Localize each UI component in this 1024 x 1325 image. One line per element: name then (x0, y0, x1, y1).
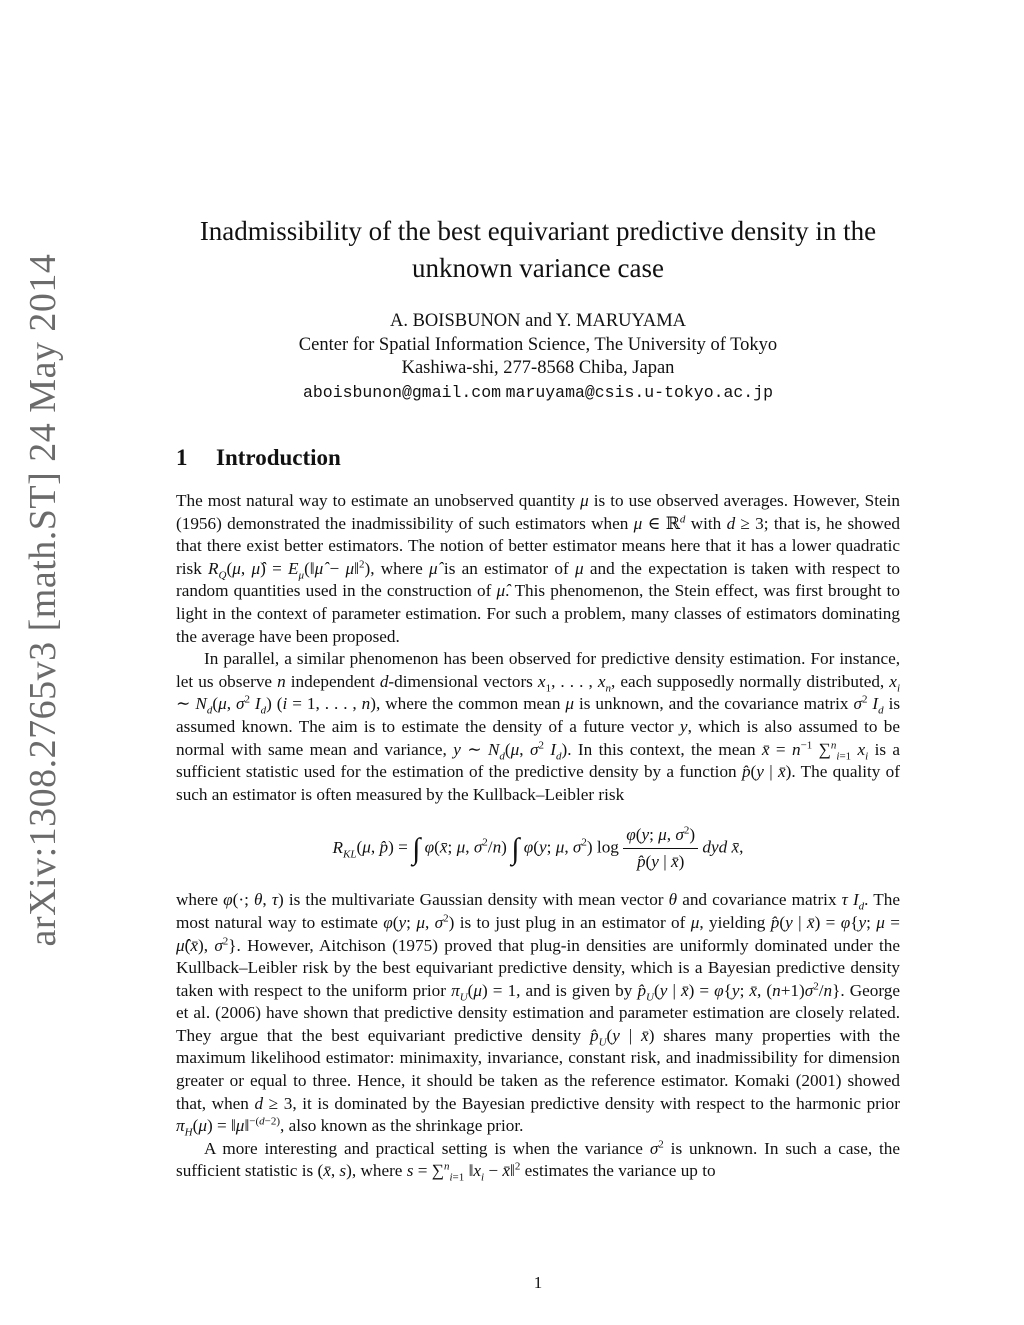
kl-risk-equation: $R_{KL}(\mu$, p̂) = ∫ φ(x̄; μ, $\sigma^2/n$) ∫ φ(y; μ, $\sigma^2$) log $\frac{\varphi(y; \mu, \sigma^2)}{p̂(y | x̄)}$ dyd x̄, (176, 822, 900, 875)
email-boisbunon[interactable]: aboisbunon@gmail.com (302, 382, 502, 402)
author-block (176, 310, 900, 404)
paragraph-4: A more interesting and practical setting is when the variance $\sigma^2$ is unknown. In such a case, the sufficient statistic is (x̄, s), where s = ∑$^n_{i=1}$ $‖x_i$ − x̄‖$^2$ estimates the variance up to (176, 1138, 900, 1184)
section-title: Introduction (216, 445, 341, 470)
paragraph-1: The most natural way to estimate an unobserved quantity μ is to use observed averages. However, Stein (1956) demonstrated the inadmissibility of such estimators when μ ∈ ℝ$^d$ with d ≥ 3; that is, he showed that there exist better estimators. The notion of better estimator means here that it has a lower quadratic risk $R_Q(\mu$, μ̂) = $E_\mu(‖\mû$ − μ‖$^2$), where μ̂ is an estimator of μ and the expectation is taken with respect to random quantities used in the construction of μ̂. This phenomenon, the Stein effect, was first brought to light in the context of parameter estimation. For such a problem, many classes of estimators dominating the average have been proposed. (176, 491, 901, 646)
paper-title (176, 213, 900, 287)
paragraph-2: In parallel, a similar phenomenon has been observed for predictive density estimation. For instance, let us observe n independent d-dimensional vectors $x_1$, . . . , $x_n$, each supposedly normally distributed, $x_i$ ∼ $N_d(\mu$, $\sigma^2$ $I_d$) (i = 1, . . . , n), where the common mean μ is unknown, and the covariance matrix $\sigma^2$ $I_d$ is assumed known. The aim is to estimate the density of a future vector y, which is also assumed to be normal with same mean and variance, y ∼ $N_d(\mu$, $\sigma^2$ $I_d$). In this context, the mean x̄ = $n^{-1}$ ∑$^n_{i=1}$ $x_i$ is a sufficient statistic used for the estimation of the predictive density by a function p̂(y | x̄). The quality of such an estimator is often measured by the Kullback–Leibler risk (176, 649, 901, 804)
author-names: A. BOISBUNON and Y. MARUYAMA (389, 311, 687, 331)
title-line-1: Inadmissibility of the best equivariant predictive density in the (199, 216, 877, 246)
title-line-2: unknown variance case (412, 253, 664, 283)
section-number: 1 (176, 445, 188, 470)
section-heading (176, 445, 341, 471)
author-affiliation: Center for Spatial Information Science, The University of Tokyo (298, 334, 778, 355)
page-number: 1 (533, 1273, 543, 1292)
arxiv-id-label: arXiv:1308.2765v3 [math.ST] 24 May 2014 (22, 253, 64, 947)
paper-body (176, 490, 900, 1183)
email-maruyama[interactable]: maruyama@csis.u-tokyo.ac.jp (505, 382, 773, 402)
paragraph-3: where φ(·; θ, τ) is the multivariate Gaussian density with mean vector θ and covariance matrix τ $I_d$. The most natural way to estimate φ(y; μ, $\sigma^2$) is to just plug in an estimator of μ, yielding p̂(y | x̄) = φ{y; μ = μ̂(x̄), $\sigma^2$}. However, Aitchison (1975) proved that plug-in densities are uniformly dominated under the Kullback–Leibler risk by the best equivariant predictive density, which is a Bayesian predictive density taken with respect to the uniform prior $\pi_U(\mu) = 1$, and is given by $p̂_U(y$ | x̄) = φ{y; x̄, $(n+1)\sigma^2/n$}. George et al. (2006) have shown that predictive density estimation and parameter estimation are closely related. They argue that the best equivariant predictive density $p̂_U(y$ | x̄) shares many properties with the maximum likelihood estimator: minimaxity, invariance, constant risk, and inadmissibility for dimension greater or equal to three. Hence, it should be taken as the reference estimator. Komaki (2001) showed that, when d ≥ 3, it is dominated by the Bayesian predictive density with respect to the harmonic prior $\pi_H(\mu)$ = ‖μ‖$^{-(d-2)}$, also known as the shrinkage prior. (176, 890, 901, 1139)
author-emails (176, 381, 900, 405)
author-address: Kashiwa-shi, 277-8568 Chiba, Japan (401, 358, 675, 378)
